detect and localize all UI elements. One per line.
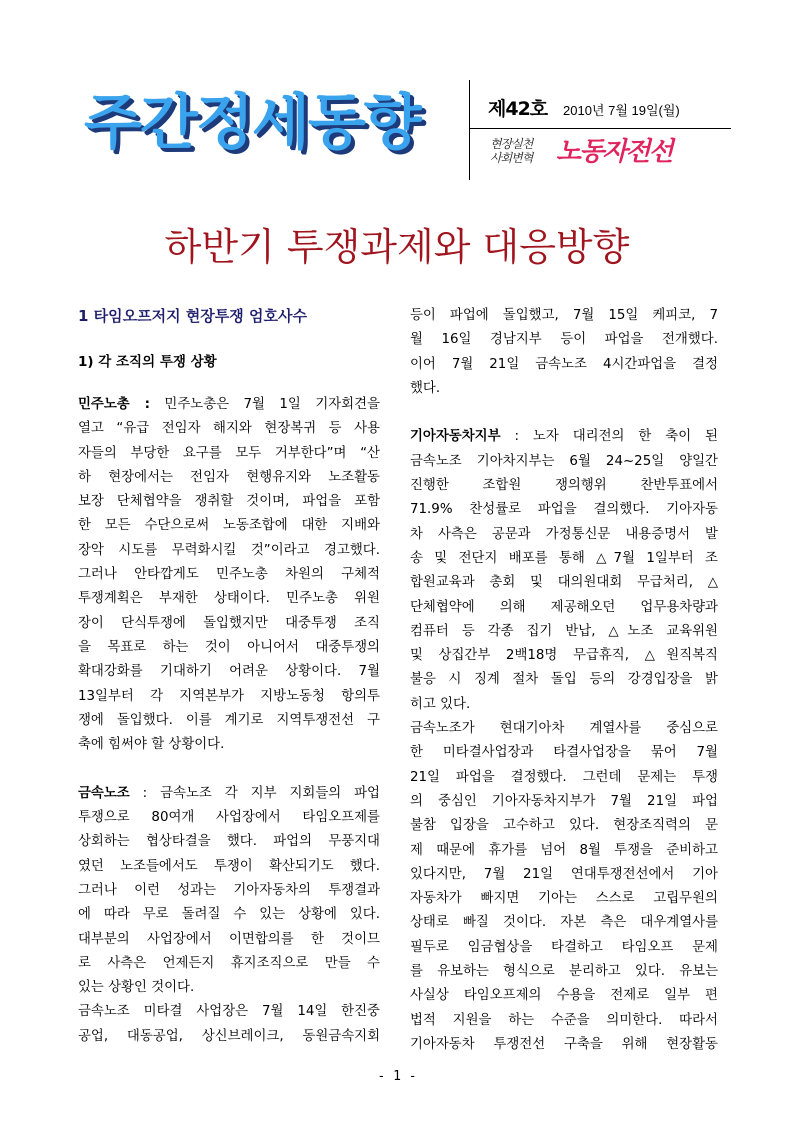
text-line: 에 따라 무로 돌려질 수 있는 상황에 있다. [78,907,380,923]
text-line: 투쟁으로 80여개 사업장에서 타임오프제를 [78,810,380,826]
paragraph-kctu [78,393,380,757]
text-line: 한 미타결사업장과 타결사업장을 묶어 7월 [410,745,718,761]
text-line: 민주노총 : 민주노총은 7월 1일 기자회견을 [78,397,380,412]
text-line: 71.9% 찬성률로 파업을 결의했다. 기아자동 [410,502,718,518]
text-line: 자들의 부당한 요구를 모두 거부한다”며 “산 [78,445,380,461]
text-line: 그러나 이런 성과는 기아자동차의 투쟁결과 [78,882,380,898]
page-number: - 1 - [377,1069,417,1084]
text-line: 송 및 전단지 배포를 통해 △7월 1일부터 조 [410,550,718,566]
text-line: 의 중심인 기아자동차지부가 7월 21일 파업 [410,793,718,809]
right-column [410,300,718,1057]
text-line: 였던 노조들에서도 투쟁이 확산되기도 했다. [78,858,380,874]
text-line: 기아자동차 투쟁전선 구축을 위해 현장활동 [410,1036,718,1052]
text-line: 했다. [410,380,441,396]
text-line: 21일 파업을 결정했다. 그런데 문제는 투쟁 [410,769,718,785]
text-line: 자동차가 빠지면 기아는 스스로 고립무원의 [410,891,718,907]
text-line: 대부분의 사업장에서 이면합의를 한 것이므 [78,931,380,947]
paragraph-kmwu [78,782,380,1049]
text-line: 금속노조 미타결 사업장은 7월 14일 한진중 [78,1004,380,1020]
text-line: 을 목표로 하는 것이 아니어서 대중투쟁의 [78,639,380,655]
text-line: 법적 지원을 하는 수준을 의미한다. 따라서 [410,1012,718,1028]
text-line: 제 때문에 휴가를 넘어 8월 투쟁을 준비하고 [410,842,718,858]
text-line: 이어 7월 21일 금속노조 4시간파업을 결정 [410,356,718,372]
brand-logo: 노동자전선 [556,137,672,167]
text-line: 를 유보하는 형식으로 분리하고 있다. 유보는 [410,964,718,980]
paragraph-lead: 금속노조 [78,785,130,801]
text-line: 단체협약에 의해 제공해오던 업무용차량과 [410,599,718,615]
text-line: 투쟁계획은 부재한 상태이다. 민주노총 위원 [78,591,380,607]
text-line: 월 16일 경남지부 등이 파업을 전개했다. [410,332,718,348]
text-line: 기아자동차지부 : 노자 대리전의 한 축이 된 [410,429,718,445]
paragraph-strikes-continued [410,304,718,401]
text-line: 사실상 타임오프제의 수용을 전제로 일부 편 [410,988,718,1004]
text-line: 상태로 빠질 것이다. 자본 측은 대우계열사를 [410,915,718,931]
text-line: 불참 입장을 고수하고 있다. 현장조직력의 문 [410,818,718,834]
paragraph-kia-union [410,425,718,717]
text-line: 하 현장에서는 전임자 현행유지와 노조활동 [78,469,380,485]
subsection-heading: 1) 각 조직의 투쟁 상황 [78,354,217,370]
text-line: 축에 힘써야 할 상황이다. [78,737,225,753]
newsletter-title: 주간정세동향 [84,88,420,158]
issue-number: 제42호 [488,98,548,120]
text-line: 확대강화를 기대하기 어려운 상황이다. 7월 [78,664,380,680]
text-line: 등이 파업에 돌입했고, 7월 15일 케피코, 7 [410,308,718,323]
text-line: 차 사측은 공문과 가정통신문 내용증명서 발 [410,526,718,542]
paragraph-lead: 민주노총 : [78,397,150,412]
paragraph-lead: 기아자동차지부 [410,429,501,445]
text-line: 합원교육과 총회 및 대의원대회 무급처리, △ [410,575,718,591]
text-line: 한 모든 수단으로써 노동조합에 대한 지배와 [78,518,380,534]
text-line: 히고 있다. [410,696,471,712]
text-line: 공업, 대동공업, 상신브레이크, 동원금속지회 [78,1028,380,1044]
text-line: 불응 시 징계 절차 돌입 등의 강경입장을 밝 [410,672,718,688]
paragraph-kmwu-strategy [410,717,718,1057]
text-line: 및 상집간부 2백18명 무급휴직, △원직복직 [410,648,718,664]
slogan-line-1: 현장실천 [490,137,533,151]
text-line: 금속노조 : 금속노조 각 지부 지회들의 파업 [78,785,380,801]
text-line: 13일부터 각 지역본부가 지방노동청 항의투 [78,688,380,704]
text-line: 있는 상황인 것이다. [78,980,195,996]
text-line: 필두로 임금협상을 타결하고 타임오프 문제 [410,939,718,955]
slogan-line-2: 사회변혁 [490,151,533,165]
text-line: 보장 단체협약을 쟁취할 것이며, 파업을 포함 [78,494,380,510]
left-column [78,300,380,1049]
text-line: 열고 “유급 전임자 해지와 현장복귀 등 사용 [78,421,380,437]
text-line: 그러나 안타깝게도 민주노총 차원의 구체적 [78,567,380,583]
text-line: 컴퓨터 등 각종 집기 반납, △노조 교육위원 [410,623,718,639]
masthead-vertical-divider [469,80,470,180]
issue-date: 2010년 7월 19일(월) [563,103,680,118]
text-line: 금속노조 기아차지부는 6월 24~25일 양일간 [410,453,718,469]
slogan-logo [490,137,560,165]
text-line: 쟁에 돌입했다. 이를 계기로 지역투쟁전선 구 [78,712,380,728]
text-line: 있다지만, 7월 21일 연대투쟁전선에서 기아 [410,866,718,882]
text-line: 로 사측은 언제든지 휴지조직으로 만들 수 [78,955,380,971]
text-line: 장이 단식투쟁에 돌입했지만 대중투쟁 조직 [78,615,380,631]
masthead-horizontal-divider [469,128,731,129]
text-line: 금속노조가 현대기아차 계열사를 중심으로 [410,721,718,737]
article-title: 하반기 투쟁과제와 대응방향 [164,225,630,269]
section-heading: 1 타임오프저지 현장투쟁 엄호사수 [78,307,307,325]
text-line: 진행한 조합원 쟁의행위 찬반투표에서 [410,478,718,494]
text-line: 장악 시도를 무력화시킬 것”이라고 경고했다. [78,542,380,558]
text-line: 상회하는 협상타결을 했다. 파업의 무풍지대 [78,834,380,850]
